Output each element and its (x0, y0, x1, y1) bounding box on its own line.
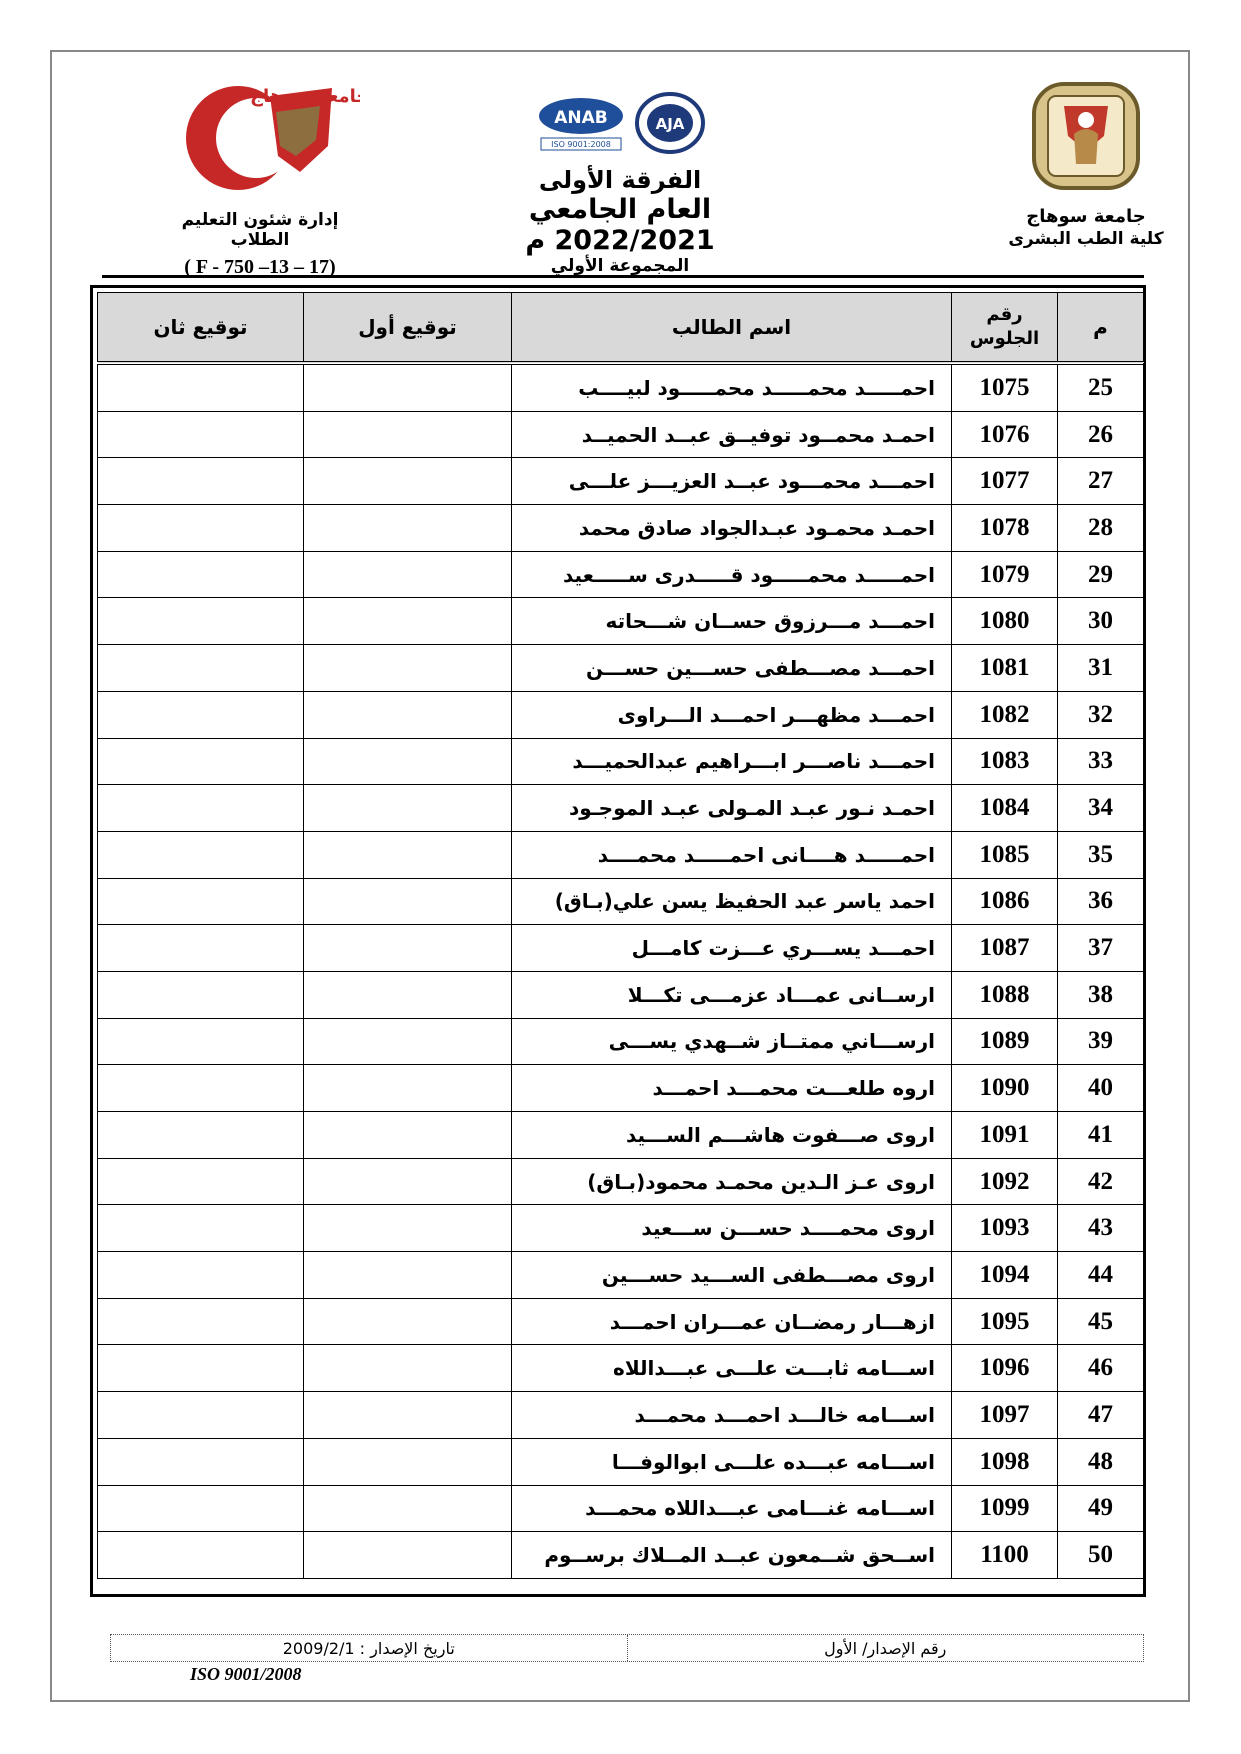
table-row (98, 691, 1144, 738)
group-label: المجموعة الأولي (550, 256, 690, 276)
seat-number: 1081 (952, 645, 1058, 692)
first-signature-cell (304, 1018, 512, 1065)
student-name: احمـــد محمـــود عبــد العزيـــز علـــى (512, 458, 952, 505)
class-label: الفرقة الأولى (538, 166, 702, 194)
row-index: 47 (1058, 1392, 1144, 1439)
university-name: جامعة سوهاج (1026, 206, 1146, 227)
seat-number: 1076 (952, 411, 1058, 458)
second-signature-cell (98, 1298, 304, 1345)
table-row (98, 1532, 1144, 1579)
row-index: 31 (1058, 645, 1144, 692)
student-name: احمـــد ناصـــر ابـــراهيم عبدالحميـــد (512, 738, 952, 785)
student-name: اســحق شــمعون عبــد المــلاك برســوم (512, 1532, 952, 1579)
row-index: 28 (1058, 505, 1144, 552)
first-signature-cell (304, 925, 512, 972)
seat-number: 1097 (952, 1392, 1058, 1439)
second-signature-cell (98, 878, 304, 925)
first-signature-cell (304, 1438, 512, 1485)
student-name: اســـامه غنـــامى عبـــداللاه محمـــد (512, 1485, 952, 1532)
seat-number: 1085 (952, 831, 1058, 878)
student-name: اســـامه خالـــد احمـــد محمـــد (512, 1392, 952, 1439)
seat-number: 1095 (952, 1298, 1058, 1345)
iso-label: ISO 9001/2008 (190, 1664, 302, 1684)
second-signature-cell (98, 1345, 304, 1392)
first-signature-cell (304, 1345, 512, 1392)
row-index: 29 (1058, 551, 1144, 598)
table-row (98, 738, 1144, 785)
table-row (98, 1485, 1144, 1532)
row-index: 40 (1058, 1065, 1144, 1112)
seat-number: 1094 (952, 1252, 1058, 1299)
table-row (98, 363, 1144, 411)
aja-logo-icon (635, 92, 705, 154)
row-index: 46 (1058, 1345, 1144, 1392)
second-signature-cell (98, 831, 304, 878)
first-signature-cell (304, 971, 512, 1018)
first-signature-cell (304, 411, 512, 458)
first-signature-cell (304, 831, 512, 878)
seat-number: 1087 (952, 925, 1058, 972)
second-signature-cell (98, 1252, 304, 1299)
student-name: احمـــد مصـــطفى حســـين حســـن (512, 645, 952, 692)
second-signature-cell (98, 1205, 304, 1252)
table-row (98, 411, 1144, 458)
seat-number: 1082 (952, 691, 1058, 738)
table-row (98, 1438, 1144, 1485)
table-row (98, 505, 1144, 552)
second-signature-cell (98, 1065, 304, 1112)
student-name: احمـــــد محمـــــود قـــــدرى ســـــعيد (512, 551, 952, 598)
header-second-signature: توقيع ثان (98, 293, 304, 364)
table-row (98, 831, 1144, 878)
second-signature-cell (98, 1112, 304, 1159)
anab-logo-icon (535, 94, 627, 152)
row-index: 42 (1058, 1158, 1144, 1205)
academic-year: العام الجامعي 2022/2021 م (525, 194, 715, 256)
table-row (98, 1112, 1144, 1159)
second-signature-cell (98, 738, 304, 785)
student-name: احمـد محمـود عبـدالجواد صادق محمد (512, 505, 952, 552)
second-signature-cell (98, 551, 304, 598)
seat-number: 1075 (952, 363, 1058, 411)
students-table-frame (90, 285, 1146, 1597)
seat-number: 1089 (952, 1018, 1058, 1065)
first-signature-cell (304, 1532, 512, 1579)
second-signature-cell (98, 1485, 304, 1532)
seat-number: 1083 (952, 738, 1058, 785)
first-signature-cell (304, 1112, 512, 1159)
table-row (98, 878, 1144, 925)
certification-logos (470, 92, 770, 154)
student-name: احمد ياسر عبد الحفيظ يسن علي(بـاق) (512, 878, 952, 925)
row-index: 34 (1058, 785, 1144, 832)
title-block (470, 92, 770, 276)
university-header (1001, 76, 1171, 250)
second-signature-cell (98, 598, 304, 645)
row-index: 43 (1058, 1205, 1144, 1252)
issue-date: تاريخ الإصدار : 2009/2/1 (282, 1638, 455, 1658)
students-table (97, 292, 1144, 1579)
row-index: 35 (1058, 831, 1144, 878)
seat-number: 1096 (952, 1345, 1058, 1392)
college-logo-text: جامعة سوهاج (250, 86, 360, 107)
header-student-name: اسم الطالب (512, 293, 952, 364)
table-row (98, 925, 1144, 972)
second-signature-cell (98, 363, 304, 411)
first-signature-cell (304, 691, 512, 738)
seat-number: 1084 (952, 785, 1058, 832)
row-index: 32 (1058, 691, 1144, 738)
first-signature-cell (304, 598, 512, 645)
second-signature-cell (98, 1438, 304, 1485)
student-name: ازهـــار رمضــان عمـــران احمـــد (512, 1298, 952, 1345)
second-signature-cell (98, 971, 304, 1018)
first-signature-cell (304, 1252, 512, 1299)
table-row (98, 1298, 1144, 1345)
first-signature-cell (304, 1205, 512, 1252)
first-signature-cell (304, 1158, 512, 1205)
table-header-row (98, 293, 1144, 364)
row-index: 30 (1058, 598, 1144, 645)
table-row (98, 785, 1144, 832)
seat-number: 1091 (952, 1112, 1058, 1159)
student-name: اســـامه ثابـــت علـــى عبـــداللاه (512, 1345, 952, 1392)
table-row (98, 551, 1144, 598)
row-index: 38 (1058, 971, 1144, 1018)
aja-text: AJA (655, 115, 685, 133)
header-first-signature: توقيع أول (304, 293, 512, 364)
seat-number: 1100 (952, 1532, 1058, 1579)
first-signature-cell (304, 1065, 512, 1112)
row-index: 36 (1058, 878, 1144, 925)
first-signature-cell (304, 738, 512, 785)
header-divider (102, 275, 1144, 278)
student-name: احمـــــد محمـــــد محمـــــود لبيــــب (512, 363, 952, 411)
student-name: اروى مصـــطفى الســـيد حســـين (512, 1252, 952, 1299)
row-index: 27 (1058, 458, 1144, 505)
row-index: 25 (1058, 363, 1144, 411)
second-signature-cell (98, 1018, 304, 1065)
first-signature-cell (304, 785, 512, 832)
header-index: م (1058, 293, 1144, 364)
second-signature-cell (98, 925, 304, 972)
student-name: احمـــــد هــــانى احمـــــد محمــــد (512, 831, 952, 878)
first-signature-cell (304, 505, 512, 552)
student-name: اروى محمــــد حســـن ســـعيد (512, 1205, 952, 1252)
student-name: احمـــد مظهـــر احمـــد الـــراوى (512, 691, 952, 738)
student-name: اروى صـــفوت هاشـــم الســـيد (512, 1112, 952, 1159)
first-signature-cell (304, 1485, 512, 1532)
seat-number: 1092 (952, 1158, 1058, 1205)
second-signature-cell (98, 411, 304, 458)
second-signature-cell (98, 1158, 304, 1205)
first-signature-cell (304, 363, 512, 411)
row-index: 44 (1058, 1252, 1144, 1299)
student-name: اروى عـز الـدين محمـد محمود(بـاق) (512, 1158, 952, 1205)
table-row (98, 645, 1144, 692)
anab-text: ANAB (554, 108, 608, 128)
second-signature-cell (98, 505, 304, 552)
first-signature-cell (304, 551, 512, 598)
student-name: احمـــد مـــرزوق حســان شـــحاته (512, 598, 952, 645)
second-signature-cell (98, 645, 304, 692)
table-row (98, 1392, 1144, 1439)
seat-number: 1080 (952, 598, 1058, 645)
department-name: إدارة شئون التعليم الطلاب (181, 210, 339, 250)
first-signature-cell (304, 645, 512, 692)
table-row (98, 1345, 1144, 1392)
row-index: 37 (1058, 925, 1144, 972)
second-signature-cell (98, 1392, 304, 1439)
footer-box (110, 1634, 1144, 1662)
seat-number: 1093 (952, 1205, 1058, 1252)
seat-number: 1099 (952, 1485, 1058, 1532)
student-name: احمـــد يســـري عـــزت كامـــل (512, 925, 952, 972)
student-name: احمـد نـور عبـد المـولى عبـد الموجـود (512, 785, 952, 832)
issue-number: رقم الإصدار/ الأول (627, 1635, 1144, 1661)
student-name: اســـامه عبـــده علـــى ابوالوفـــا (512, 1438, 952, 1485)
seat-number: 1088 (952, 971, 1058, 1018)
row-index: 50 (1058, 1532, 1144, 1579)
seat-number: 1098 (952, 1438, 1058, 1485)
table-row (98, 598, 1144, 645)
row-index: 45 (1058, 1298, 1144, 1345)
seat-number: 1090 (952, 1065, 1058, 1112)
form-code: ( F - 750 –13 – 17) (184, 256, 336, 278)
student-name: ارســـاني ممتــاز شــهدي يســـى (512, 1018, 952, 1065)
table-row (98, 1065, 1144, 1112)
seat-number: 1079 (952, 551, 1058, 598)
faculty-name: كلية الطب البشرى (1008, 229, 1164, 249)
first-signature-cell (304, 458, 512, 505)
row-index: 49 (1058, 1485, 1144, 1532)
second-signature-cell (98, 691, 304, 738)
table-row (98, 1018, 1144, 1065)
row-index: 26 (1058, 411, 1144, 458)
row-index: 33 (1058, 738, 1144, 785)
second-signature-cell (98, 785, 304, 832)
table-row (98, 1158, 1144, 1205)
college-header (150, 76, 370, 279)
anab-iso-text: ISO 9001:2008 (551, 140, 611, 149)
row-index: 41 (1058, 1112, 1144, 1159)
first-signature-cell (304, 1392, 512, 1439)
first-signature-cell (304, 878, 512, 925)
table-row (98, 1205, 1144, 1252)
row-index: 48 (1058, 1438, 1144, 1485)
student-name: احمـد محمــود توفيــق عبــد الحميــد (512, 411, 952, 458)
table-row (98, 1252, 1144, 1299)
second-signature-cell (98, 458, 304, 505)
row-index: 39 (1058, 1018, 1144, 1065)
table-row (98, 458, 1144, 505)
first-signature-cell (304, 1298, 512, 1345)
header-seat-number: رقم الجلوس (952, 293, 1058, 364)
second-signature-cell (98, 1532, 304, 1579)
student-name: اروه طلعـــت محمـــد احمـــد (512, 1065, 952, 1112)
university-emblem-icon (1026, 76, 1146, 196)
seat-number: 1077 (952, 458, 1058, 505)
student-name: ارســانى عمـــاد عزمـــى تكـــلا (512, 971, 952, 1018)
table-row (98, 971, 1144, 1018)
seat-number: 1086 (952, 878, 1058, 925)
college-logo-icon (160, 76, 360, 196)
seat-number: 1078 (952, 505, 1058, 552)
